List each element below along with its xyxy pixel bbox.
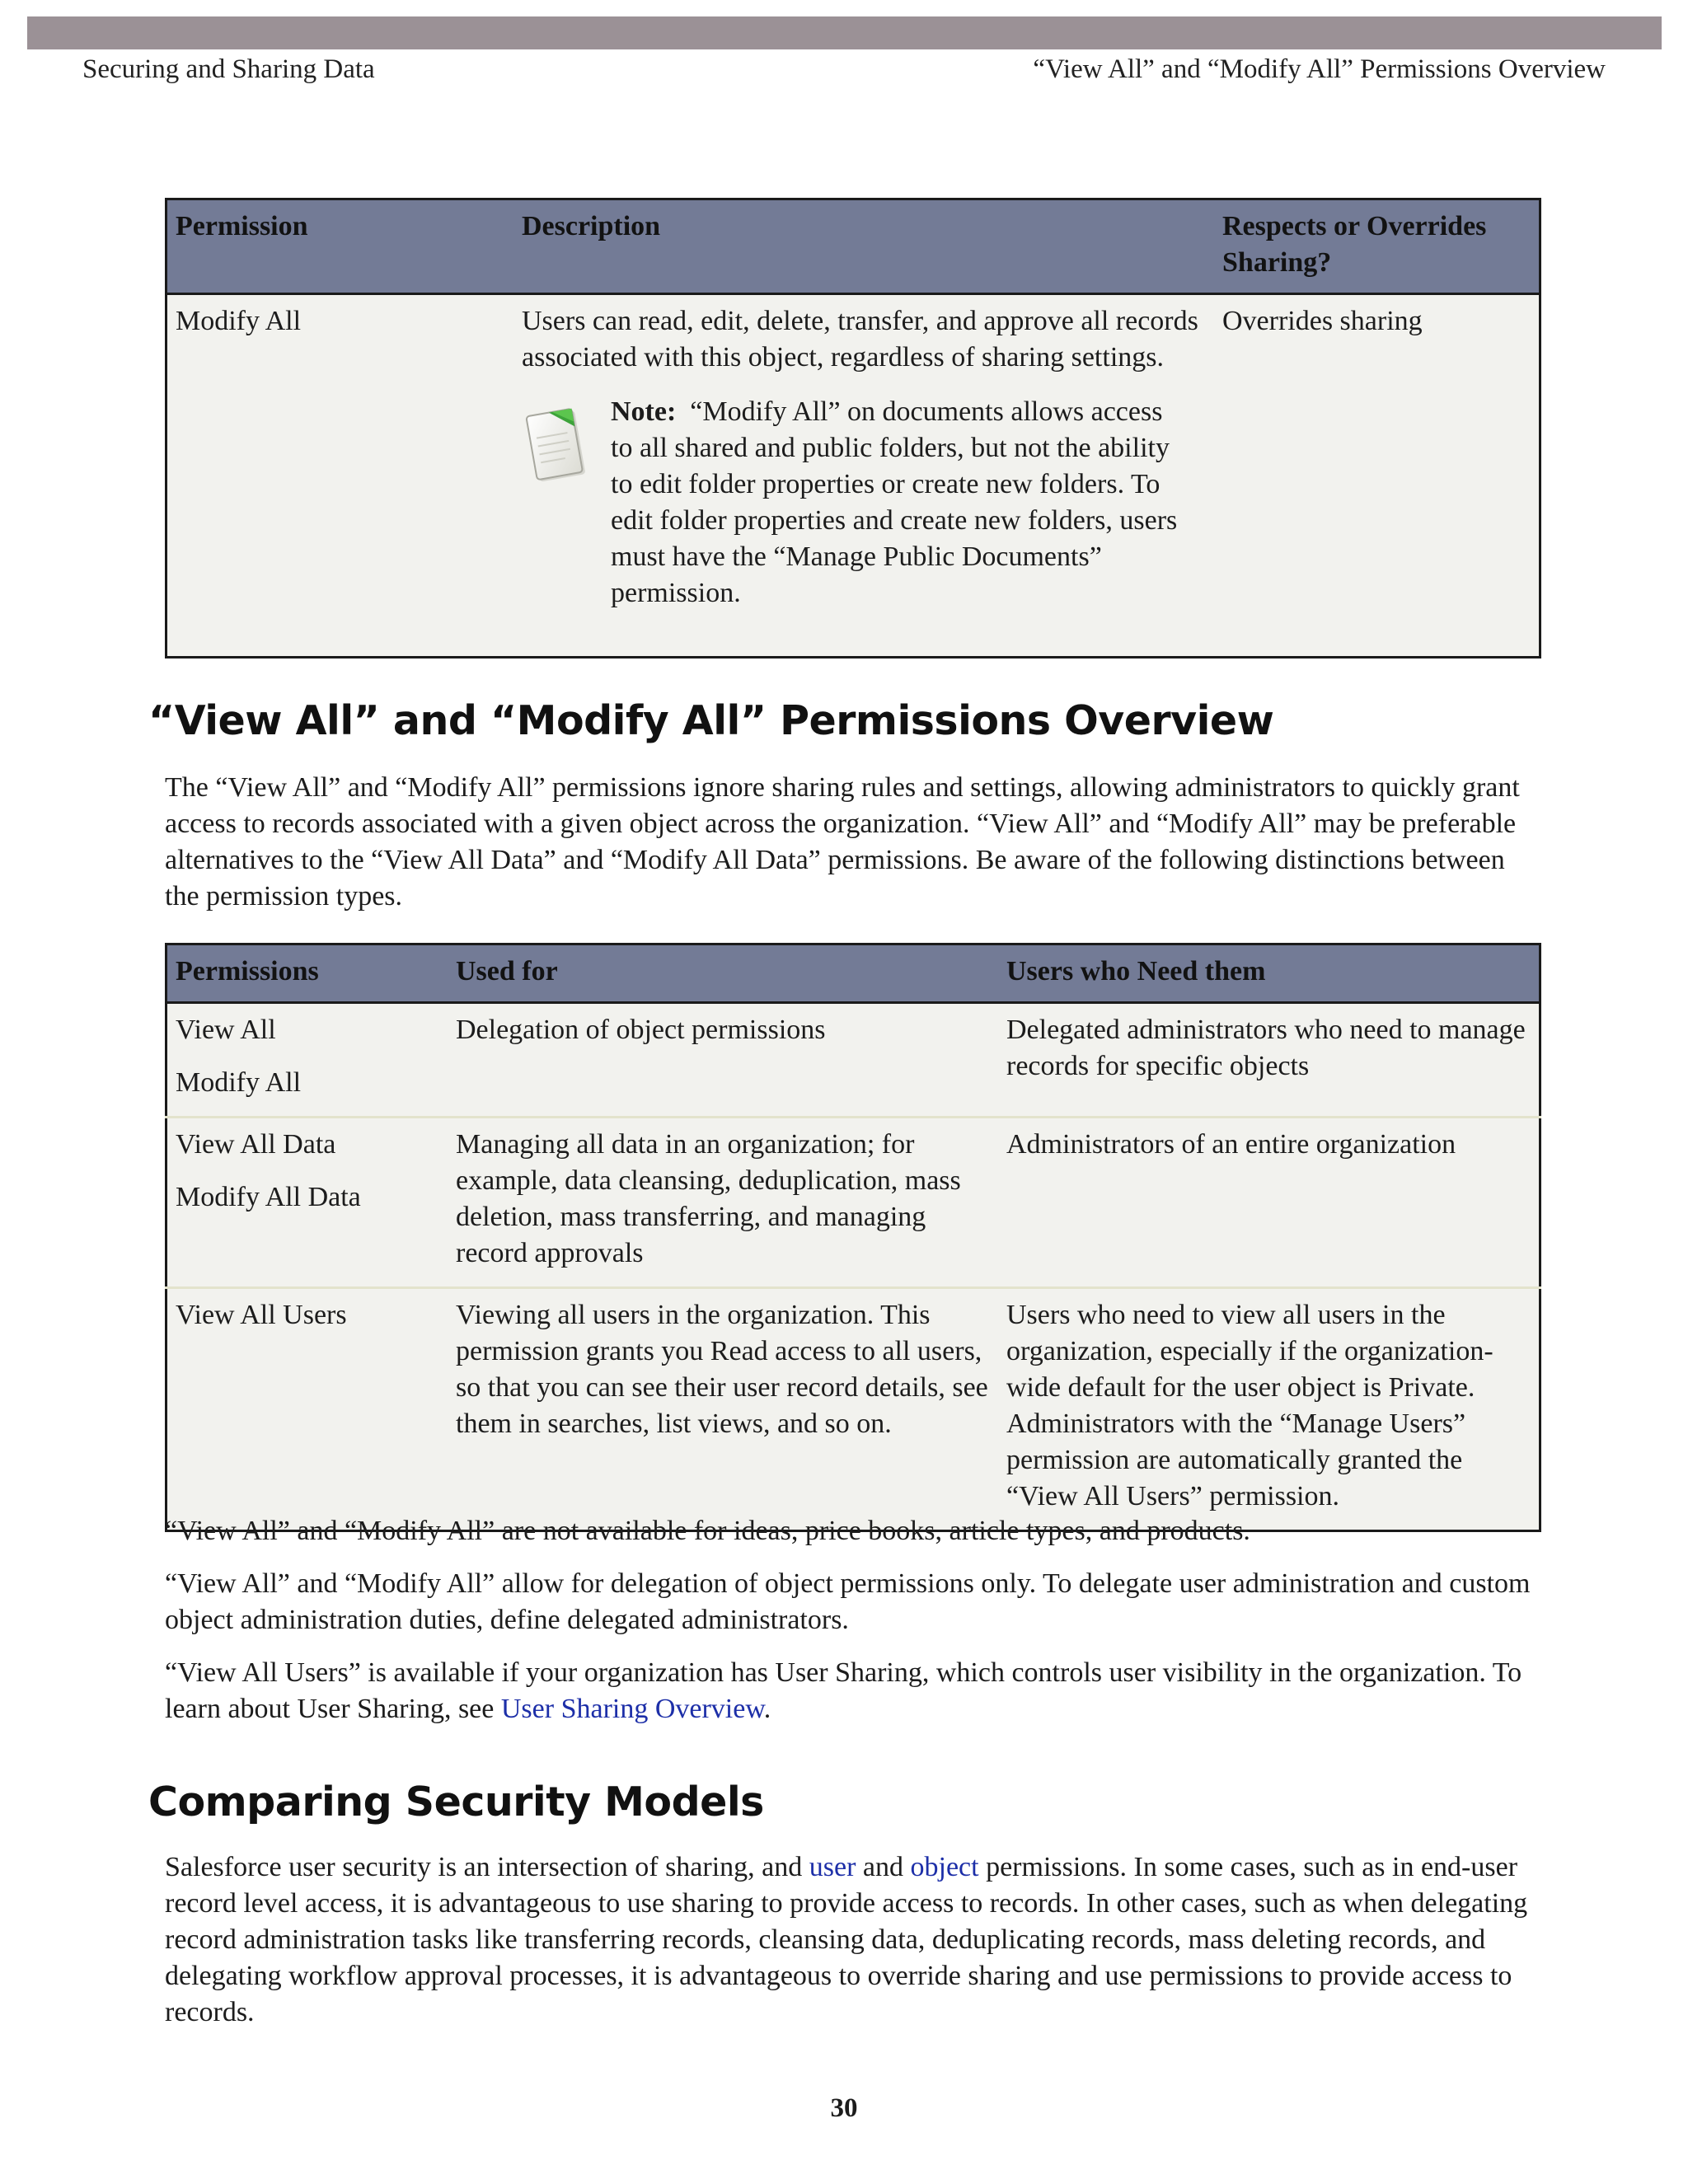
permission-modify-all-data: Modify All Data (176, 1182, 361, 1212)
object-permissions-link[interactable]: object (910, 1852, 979, 1882)
cell-used-for: Managing all data in an organization; for example, data cleansing, deduplication, mass deletion, mass transferring, and managing record approvals (448, 1118, 998, 1288)
comparing-text-start: Salesforce user security is an intersection of sharing, and (165, 1852, 809, 1882)
comparing-text-end: permissions. In some cases, such as in end-user record level access, it is advantageous to use sharing to provide access to records. In other cases, such as when delegating record administration tasks like transferring records, cleansing data, deduplicating records, mass deleting records, and delegating workflow approval processes, it is advantageous to override sharing and use permissions to provide access to records. (165, 1852, 1528, 2027)
permission-view-all-data: View All Data (176, 1129, 336, 1160)
overview-heading: “View All” and “Modify All” Permissions Overview (148, 697, 1274, 744)
user-sharing-note (165, 1655, 1545, 1727)
page-number: 30 (830, 2093, 858, 2123)
running-header-left: Securing and Sharing Data (82, 54, 375, 84)
cell-users: Users who need to view all users in the organization, especially if the organization-wide default for the user object is Private. Administrators with the “Manage Users” permission are automatically granted the “View All Users” permission. (998, 1288, 1540, 1531)
cell-users: Administrators of an entire organization (998, 1118, 1540, 1288)
availability-note: “View All” and “Modify All” are not available for ideas, price books, article types, and products. (165, 1516, 1250, 1546)
delegation-note: “View All” and “Modify All” allow for delegation of object permissions only. To delegate user administration and custom object administration duties, define delegated administrators. (165, 1568, 1531, 1635)
comparing-heading: Comparing Security Models (148, 1779, 764, 1825)
table-row (166, 1288, 1540, 1531)
cell-description (513, 294, 1214, 658)
table-header-row (166, 199, 1540, 294)
user-sharing-overview-link[interactable]: User Sharing Overview (500, 1694, 764, 1724)
table-row (166, 1003, 1540, 1118)
header-bar (27, 16, 1662, 49)
permission-modify-all: Modify All (176, 1067, 302, 1098)
column-header-users: Users who Need them (998, 944, 1540, 1003)
column-header-permissions: Permissions (166, 944, 448, 1003)
note-icon (522, 394, 611, 612)
cell-users: Delegated administrators who need to manage records for specific objects (998, 1003, 1540, 1118)
note-text: “Modify All” on documents allows access to all shared and public folders, but not the ability to edit folder properties or create new folders. To edit folder properties and create new folders, users must have the “Manage Public Documents” permission. (611, 396, 1178, 608)
column-header-permission: Permission (166, 199, 514, 294)
overview-intro: The “View All” and “Modify All” permissions ignore sharing rules and settings, allowing administrators to quickly grant access to records associated with a given object across the organization. “View All” and “Modify All” may be preferable alternatives to the “View All Data” and “Modify All Data” permissions. Be aware of the following distinctions between the permission types. (165, 772, 1520, 912)
column-header-description: Description (513, 199, 1214, 294)
cell-used-for: Delegation of object permissions (448, 1003, 998, 1118)
note-callout (522, 394, 1206, 641)
running-header-right: “View All” and “Modify All” Permissions Overview (1033, 54, 1606, 84)
permission-table (165, 198, 1541, 658)
column-header-sharing: Respects or Overrides Sharing? (1214, 199, 1540, 294)
permission-types-table (165, 943, 1541, 1532)
note-label: Note: (611, 396, 677, 427)
note-body (611, 394, 1188, 612)
cell-permission: Modify All (166, 294, 514, 658)
user-sharing-text: “View All Users” is available if your organization has User Sharing, which controls user visibility in the organization. To learn about User Sharing, see (165, 1657, 1522, 1724)
user-permissions-link[interactable]: user (809, 1852, 856, 1882)
user-sharing-period: . (763, 1694, 771, 1724)
cell-permissions (166, 1003, 448, 1118)
cell-permissions (166, 1118, 448, 1288)
comparing-paragraph (165, 1849, 1545, 2031)
description-text: Users can read, edit, delete, transfer, and approve all records associated with this object, regardless of sharing settings. (522, 306, 1198, 373)
permission-view-all: View All (176, 1015, 276, 1045)
table-header-row (166, 944, 1540, 1003)
table-row (166, 294, 1540, 658)
cell-sharing: Overrides sharing (1214, 294, 1540, 658)
permission-view-all-users: View All Users (176, 1300, 347, 1330)
cell-permissions (166, 1288, 448, 1531)
table-row (166, 1118, 1540, 1288)
cell-used-for: Viewing all users in the organization. This permission grants you Read access to all users, so that you can see their user record details, see them in searches, list views, and so on. (448, 1288, 998, 1531)
comparing-text-and: and (856, 1852, 911, 1882)
column-header-used-for: Used for (448, 944, 998, 1003)
